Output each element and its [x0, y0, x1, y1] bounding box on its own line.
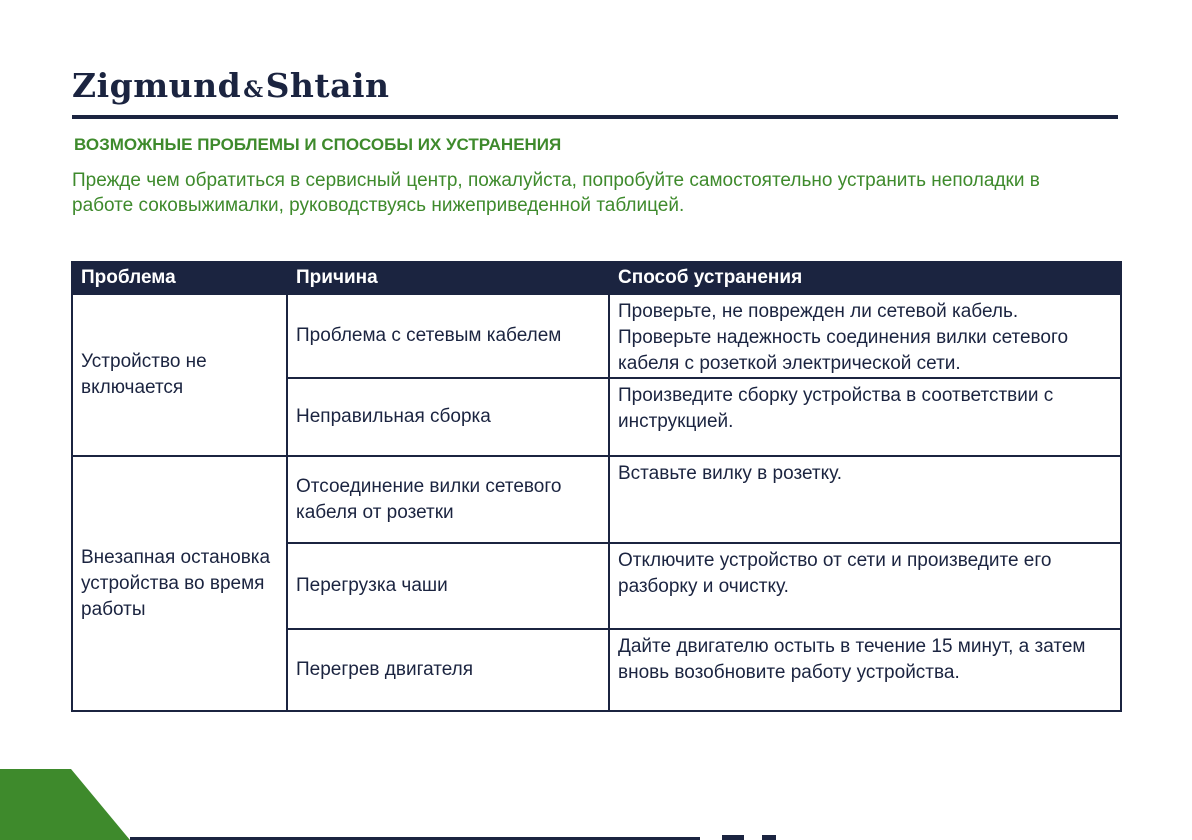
header-solution: Способ устранения	[609, 262, 1121, 294]
solution-cell: Произведите сборку устройства в соответствии с инструкцией.	[609, 378, 1121, 456]
cause-cell: Отсоединение вилки сетевого кабеля от розетки	[287, 456, 609, 543]
problem-cell: Внезапная остановка устройства во время работы	[72, 456, 287, 711]
header-cause: Причина	[287, 262, 609, 294]
section-title: ВОЗМОЖНЫЕ ПРОБЛЕМЫ И СПОСОБЫ ИХ УСТРАНЕНИЯ	[74, 135, 562, 154]
cause-cell: Перегрев двигателя	[287, 629, 609, 711]
footer-mark	[722, 835, 744, 840]
green-corner-decoration	[0, 769, 130, 840]
brand-ampersand: &	[243, 77, 264, 103]
solution-cell: Отключите устройство от сети и произведите его разборку и очистку.	[609, 543, 1121, 629]
solution-cell: Вставьте вилку в розетку.	[609, 456, 1121, 543]
cause-cell: Неправильная сборка	[287, 378, 609, 456]
cause-cell: Перегрузка чаши	[287, 543, 609, 629]
footer-mark	[762, 835, 776, 840]
table-row	[72, 294, 1121, 378]
brand-logo	[72, 66, 390, 105]
solution-cell: Дайте двигателю остыть в течение 15 минут, а затем вновь возобновите работу устройства.	[609, 629, 1121, 711]
troubleshooting-table	[71, 261, 1122, 712]
intro-text: Прежде чем обратиться в сервисный центр, пожалуйста, попробуйте самостоятельно устранить неполадки в работе соковыжималки, руководствуясь нижеприведенной таблицей.	[72, 170, 1040, 216]
table-header-row	[72, 262, 1121, 294]
solution-cell: Проверьте, не поврежден ли сетевой кабель. Проверьте надежность соединения вилки сетевого кабеля с розеткой электрической сети.	[609, 294, 1121, 378]
brand-name-part2: Shtain	[265, 66, 390, 105]
table-row	[72, 456, 1121, 543]
header-problem: Проблема	[72, 262, 287, 294]
brand-name-part1: Zigmund	[72, 66, 242, 105]
header-rule	[72, 115, 1118, 119]
cause-cell: Проблема с сетевым кабелем	[287, 294, 609, 378]
problem-cell: Устройство не включается	[72, 294, 287, 456]
